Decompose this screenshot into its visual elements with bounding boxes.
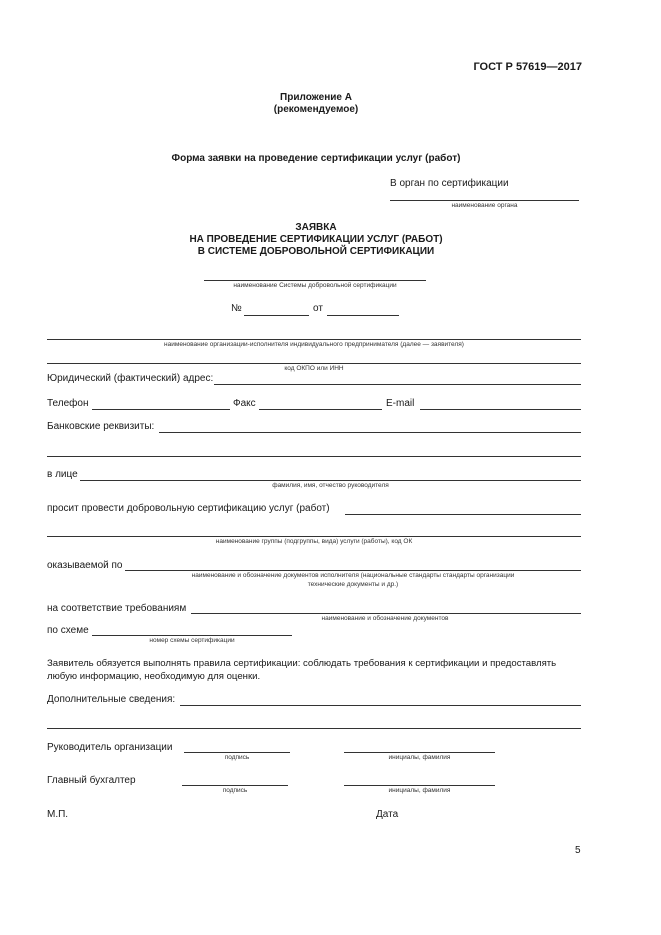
person-field[interactable] xyxy=(80,480,581,481)
number-field[interactable] xyxy=(244,315,309,316)
person-caption: фамилия, имя, отчество руководителя xyxy=(272,482,389,489)
accountant-initials-field[interactable] xyxy=(344,785,495,786)
bank-field-2[interactable] xyxy=(47,456,581,457)
compliance-label: на соответствие требованиям xyxy=(47,603,187,614)
appendix-title: Приложение А xyxy=(280,92,352,103)
request-label: просит провести добровольную сертификацию услуг (работ) xyxy=(47,503,330,514)
obligation-line-2: любую информацию, необходимую для оценки. xyxy=(47,671,261,682)
okpo-field[interactable] xyxy=(47,363,581,364)
application-heading-1: ЗАЯВКА xyxy=(295,222,337,233)
person-label: в лице xyxy=(47,469,78,480)
additional-label: Дополнительные сведения: xyxy=(47,694,176,705)
system-name-caption: наименование Системы добровольной сертификации xyxy=(233,282,397,289)
provided-label: оказываемой по xyxy=(47,560,123,571)
service-group-field[interactable] xyxy=(47,536,581,537)
system-name-field[interactable] xyxy=(204,280,426,281)
provided-caption-2: технические документы и др.) xyxy=(307,581,399,588)
application-heading-2: НА ПРОВЕДЕНИЕ СЕРТИФИКАЦИИ УСЛУГ (РАБОТ) xyxy=(189,234,443,245)
application-heading-3: В СИСТЕМЕ ДОБРОВОЛЬНОЙ СЕРТИФИКАЦИИ xyxy=(197,246,435,257)
bank-field-1[interactable] xyxy=(159,432,581,433)
director-signature-field[interactable] xyxy=(184,752,290,753)
address-label: Юридический (фактический) адрес: xyxy=(47,373,214,384)
bank-label: Банковские реквизиты: xyxy=(47,421,155,432)
address-field[interactable] xyxy=(214,384,581,385)
compliance-field[interactable] xyxy=(191,613,581,614)
fax-field[interactable] xyxy=(259,409,382,410)
scheme-label: по схеме xyxy=(47,625,89,636)
accountant-signature-field[interactable] xyxy=(182,785,288,786)
appendix-subtitle: (рекомендуемое) xyxy=(273,104,359,115)
scheme-caption: номер схемы сертификации xyxy=(149,637,235,644)
accountant-label: Главный бухгалтер xyxy=(47,775,136,786)
phone-label: Телефон xyxy=(47,398,89,409)
director-initials-field[interactable] xyxy=(344,752,495,753)
phone-field[interactable] xyxy=(92,409,230,410)
additional-field-2[interactable] xyxy=(47,728,581,729)
scheme-field[interactable] xyxy=(92,635,292,636)
date-from-label: от xyxy=(313,303,323,314)
director-label: Руководитель организации xyxy=(47,742,173,753)
page-number: 5 xyxy=(575,845,581,856)
certification-body-label: В орган по сертификации xyxy=(390,178,509,189)
organization-caption: наименование организации-исполнителя индивидуального предпринимателя (далее — заявителя) xyxy=(164,341,464,348)
email-label: E-mail xyxy=(386,398,415,409)
number-sign: № xyxy=(231,303,242,314)
standard-number: ГОСТ Р 57619—2017 xyxy=(473,61,582,73)
email-field[interactable] xyxy=(420,409,581,410)
obligation-line-1: Заявитель обязуется выполнять правила сертификации: соблюдать требования к сертификации и предоставлять xyxy=(47,658,557,669)
compliance-caption: наименование и обозначение документов xyxy=(321,615,449,622)
service-group-caption: наименование группы (подгруппы, вида) услуги (работы), код ОК xyxy=(215,538,413,545)
accountant-initials-caption: инициалы, фамилия xyxy=(388,787,451,794)
director-initials-caption: инициалы, фамилия xyxy=(388,754,451,761)
organization-field[interactable] xyxy=(47,339,581,340)
director-signature-caption: подпись xyxy=(224,754,250,761)
date-label: Дата xyxy=(376,809,399,820)
date-from-field[interactable] xyxy=(327,315,399,316)
certification-body-caption: наименование органа xyxy=(451,202,518,209)
certification-body-field[interactable] xyxy=(390,200,579,201)
fax-label: Факс xyxy=(233,398,256,409)
okpo-caption: код ОКПО или ИНН xyxy=(284,365,344,372)
form-title: Форма заявки на проведение сертификации услуг (работ) xyxy=(171,153,461,164)
provided-caption-1: наименование и обозначение документов исполнителя (национальные стандарты стандарты организации xyxy=(191,572,515,579)
accountant-signature-caption: подпись xyxy=(222,787,248,794)
request-field[interactable] xyxy=(345,514,581,515)
provided-field[interactable] xyxy=(125,570,581,571)
stamp-label: М.П. xyxy=(47,809,69,820)
additional-field-1[interactable] xyxy=(180,705,581,706)
